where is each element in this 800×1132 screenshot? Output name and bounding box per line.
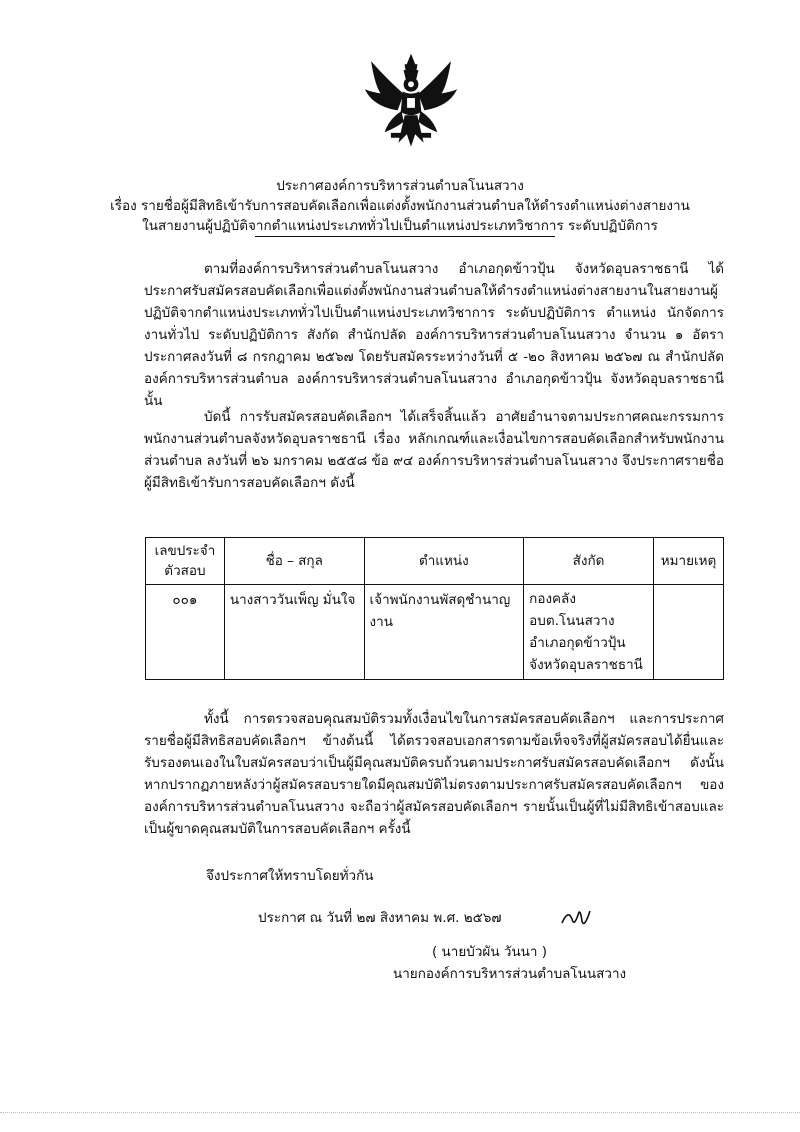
handwritten-signature-icon (560, 905, 592, 931)
cell-name: นางสาววันเพ็ญ มั่นใจ (224, 585, 364, 680)
closing-line: จึงประกาศให้ทราบโดยทั่วกัน (206, 868, 374, 884)
affiliation-line: จังหวัดอุบลราชธานี (529, 657, 643, 673)
signer-name: ( นายบัวผัน วันนา ) (432, 944, 548, 960)
header-divider (255, 236, 555, 237)
header-name: ชื่อ – สกุล (224, 538, 364, 585)
subject-line-1: เรื่อง รายชื่อผู้มีสิทธิเข้ารับการสอบคัดเลือกเพื่อแต่งตั้งพนักงานส่วนตำบลให้ดำรงตำแหน่งต่างสายงาน (110, 198, 690, 214)
cell-affiliation (524, 585, 654, 680)
paragraph-2 (144, 406, 724, 494)
cell-remark (653, 585, 723, 680)
signer-title: นายกองค์การบริหารส่วนตำบลโนนสวาง (393, 966, 627, 982)
header-exam-no: เลขประจำตัวสอบ (146, 538, 225, 585)
announcement-title: ประกาศองค์การบริหารส่วนตำบลโนนสวาง (276, 178, 524, 194)
header-position: ตำแหน่ง (364, 538, 524, 585)
affiliation-line: อบต.โนนสวาง (529, 613, 615, 629)
table-row (146, 585, 724, 680)
affiliation-line: กองคลัง (529, 591, 576, 607)
paragraph-2-text: บัดนี้ การรับสมัครสอบคัดเลือกฯ ได้เสร็จสิ้นแล้ว อาศัยอำนาจตามประกาศคณะกรรมการพนักงานส่วนตำบลจังหวัดอุบลราชธานี เรื่อง หลักเกณฑ์และเงื่อนไขการสอบคัดเลือกสำหรับพนักงานส่วนตำบล ลงวันที่ ๒๖ มกราคม ๒๕๕๘ ข้อ ๙๔ องค์การบริหารส่วนตำบลโนนสวาง จึงประกาศรายชื่อผู้มีสิทธิเข้ารับการสอบคัดเลือกฯ ดังนี้ (144, 409, 724, 491)
garuda-emblem-icon (362, 50, 460, 150)
candidate-table (145, 537, 724, 680)
paragraph-1 (144, 258, 724, 412)
date-line: ประกาศ ณ วันที่ ๒๗ สิงหาคม พ.ศ. ๒๕๖๗ (258, 910, 502, 926)
paragraph-3-text: ทั้งนี้ การตรวจสอบคุณสมบัติรวมทั้งเงื่อนไขในการสมัครสอบคัดเลือกฯ และการประกาศรายชื่อผู้มีสิทธิสอบคัดเลือกฯ ข้างต้นนี้ ได้ตรวจสอบเอกสารตามข้อเท็จจริงที่ผู้สมัครสอบได้ยื่นและรับรองตนเองในใบสมัครสอบว่าเป็นผู้มีคุณสมบัติครบถ้วนตามประกาศรับสมัครสอบคัดเลือกฯ ดังนั้น หากปรากฏภายหลังว่าผู้สมัครสอบรายใดมีคุณสมบัติไม่ตรงตามประกาศรับสมัครสอบคัดเลือกฯ ขององค์การบริหารส่วนตำบลโนนสวาง จะถือว่าผู้สมัครสอบคัดเลือกฯ รายนั้นเป็นผู้ที่ไม่มีสิทธิเข้าสอบและเป็นผู้ขาดคุณสมบัติในการสอบคัดเลือกฯ ครั้งนี้ (144, 711, 724, 837)
affiliation-line: อำเภอกุดข้าวปุ้น (529, 635, 626, 651)
header-affiliation: สังกัด (524, 538, 654, 585)
subject-line-2: ในสายงานผู้ปฏิบัติจากตำแหน่งประเภททั่วไปเป็นตำแหน่งประเภทวิชาการ ระดับปฏิบัติการ (142, 218, 658, 234)
table-header-row (146, 538, 724, 585)
page-bottom-edge (0, 1112, 800, 1113)
cell-position: เจ้าพนักงานพัสดุชำนาญงาน (364, 585, 524, 680)
header-remark: หมายเหตุ (653, 538, 723, 585)
paragraph-1-text: ตามที่องค์การบริหารส่วนตำบลโนนสวาง อำเภอกุดข้าวปุ้น จังหวัดอุบลราชธานี ได้ประกาศรับสมัครสอบคัดเลือกเพื่อแต่งตั้งพนักงานส่วนตำบลให้ดำรงตำแหน่งต่างสายงานในสายงานผู้ปฏิบัติจากตำแหน่งประเภททั่วไปเป็นตำแหน่งประเภทวิชาการ ระดับปฏิบัติการ ตำแหน่ง นักจัดการงานทั่วไป ระดับปฏิบัติการ สังกัด สำนักปลัด องค์การบริหารส่วนตำบลโนนสวาง จำนวน ๑ อัตรา ประกาศลงวันที่ ๘ กรกฎาคม ๒๕๖๗ โดยรับสมัครระหว่างวันที่ ๕ -๒๐ สิงหาคม ๒๕๖๗ ณ สำนักปลัดองค์การบริหารส่วนตำบล องค์การบริหารส่วนตำบลโนนสวาง อำเภอกุดข้าวปุ้น จังหวัดอุบลราชธานี นั้น (144, 261, 724, 409)
cell-exam-no: ๐๐๑ (146, 585, 225, 680)
paragraph-3 (144, 708, 724, 840)
